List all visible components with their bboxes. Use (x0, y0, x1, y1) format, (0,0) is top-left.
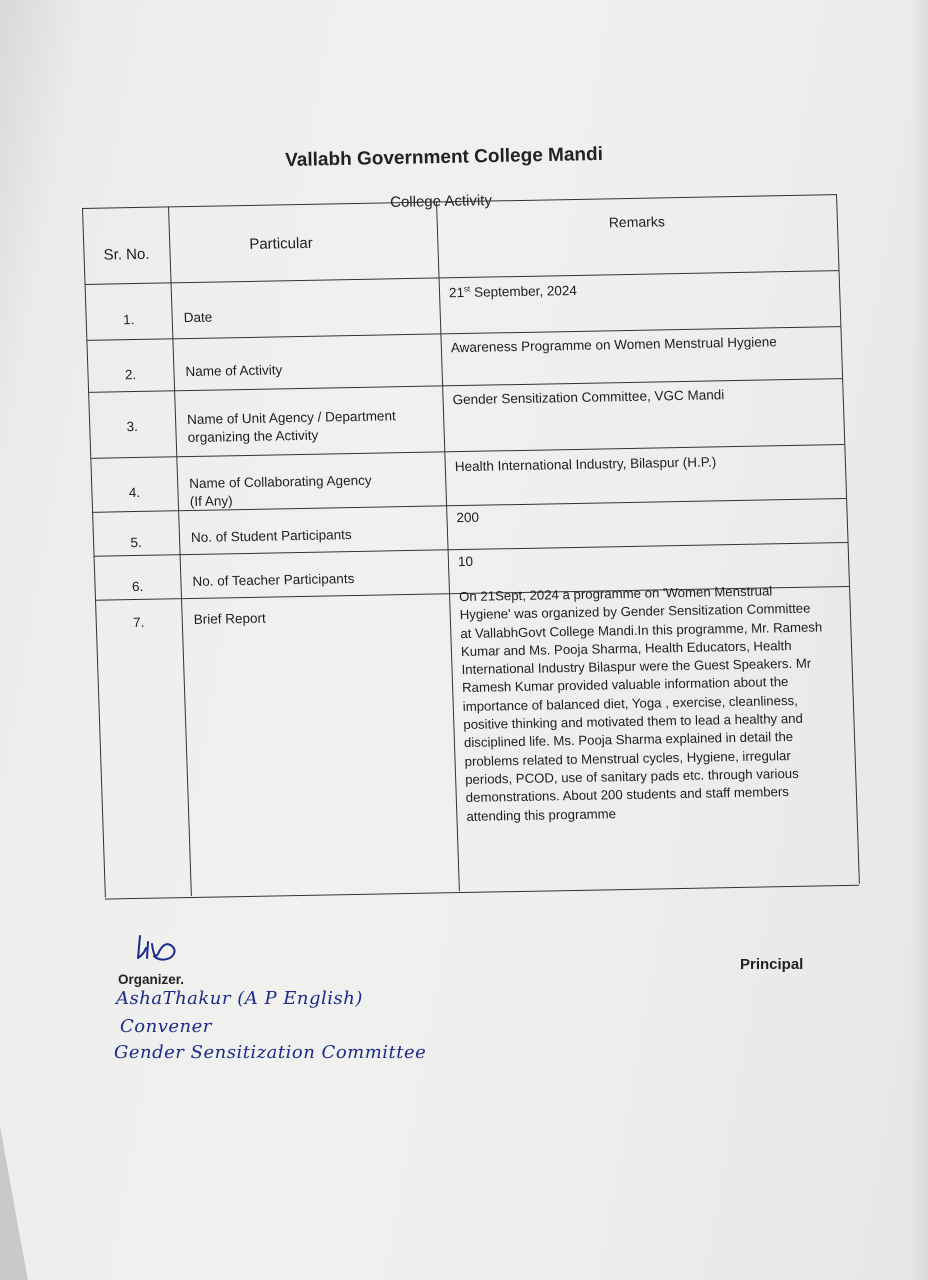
report-line: On 21Sept, 2024 a programme on 'Women Menstrual (458, 583, 773, 605)
report-line: positive thinking and motivated them to lead a healthy and (463, 710, 804, 733)
particular-line: organizing the Activity (187, 427, 319, 446)
date-suffix: st (463, 284, 471, 294)
report-line: importance of balanced diet, Yoga , exercise, cleanliness, (462, 692, 799, 714)
remarks-cell: Health International Industry, Bilaspur (H.P.) (454, 454, 717, 475)
sr-number: 3. (126, 418, 139, 435)
particular-cell: Date (183, 309, 213, 326)
report-line: International Industry Bilaspur were the Guest Speakers. Mr (461, 655, 812, 678)
report-line: demonstrations. About 200 students and staff members (465, 784, 790, 806)
handwritten-role: Convener (120, 1016, 212, 1037)
remarks-cell (439, 277, 841, 334)
report-line: Ramesh Kumar provided valuable information about the (461, 674, 789, 696)
remarks-cell: 200 (456, 509, 480, 526)
report-line: Kumar and Ms. Pooja Sharma, Health Educators, Health (460, 637, 792, 659)
sr-number: 4. (128, 484, 141, 501)
date-day: 21 (448, 285, 465, 301)
report-line: disciplined life. Ms. Pooja Sharma explained in detail the (463, 729, 794, 751)
college-name: Vallabh Government College Mandi (285, 143, 604, 171)
column-header-remarks: Remarks (608, 213, 666, 231)
column-header-sr-no: Sr. No. (103, 245, 150, 264)
handwritten-committee: Gender Sensitization Committee (114, 1042, 427, 1063)
brief-report-text (449, 581, 859, 892)
sr-number: 2. (124, 367, 137, 383)
table-row (95, 583, 859, 900)
particular-line: (If Any) (189, 493, 233, 510)
organizer-signature (134, 932, 184, 966)
sr-number: 1. (122, 312, 135, 328)
sr-number: 5. (130, 534, 143, 551)
remarks-cell: Gender Sensitization Committee, VGC Mandi (452, 387, 725, 408)
column-header-particular: Particular (249, 234, 313, 253)
particular-line: Name of Collaborating Agency (188, 472, 372, 492)
report-line: Hygiene' was organized by Gender Sensitization Committee (459, 600, 811, 623)
particular-cell: Name of Activity (185, 362, 283, 380)
particular-cell: No. of Student Participants (190, 527, 352, 545)
particular-cell (175, 406, 445, 457)
sr-number: 6. (131, 578, 144, 595)
remarks-cell: Awareness Programme on Women Menstrual Hygiene (450, 334, 778, 356)
sr-number: 7. (132, 614, 145, 631)
date-rest: September, 2024 (470, 282, 578, 300)
report-line: problems related to Menstrual cycles, Hygiene, irregular (464, 747, 792, 769)
report-line: at VallabhGovt College Mandi.In this programme, Mr. Ramesh (460, 619, 823, 641)
particular-line: Name of Unit Agency / Department (186, 408, 396, 428)
activity-table (82, 194, 859, 897)
report-line: periods, PCOD, use of sanitary pads etc. through various (464, 765, 799, 787)
principal-label: Principal (740, 956, 804, 973)
report-line: attending this programme (466, 805, 617, 824)
remarks-cell: 10 (457, 553, 474, 570)
organizer-label: Organizer. (118, 972, 185, 987)
particular-cell: No. of Teacher Participants (192, 571, 355, 589)
handwritten-name: AshaThakur (A P English) (116, 988, 363, 1009)
particular-cell: Brief Report (193, 610, 266, 627)
paper-shadow (910, 0, 928, 1280)
form-title: College Activity (390, 192, 493, 211)
